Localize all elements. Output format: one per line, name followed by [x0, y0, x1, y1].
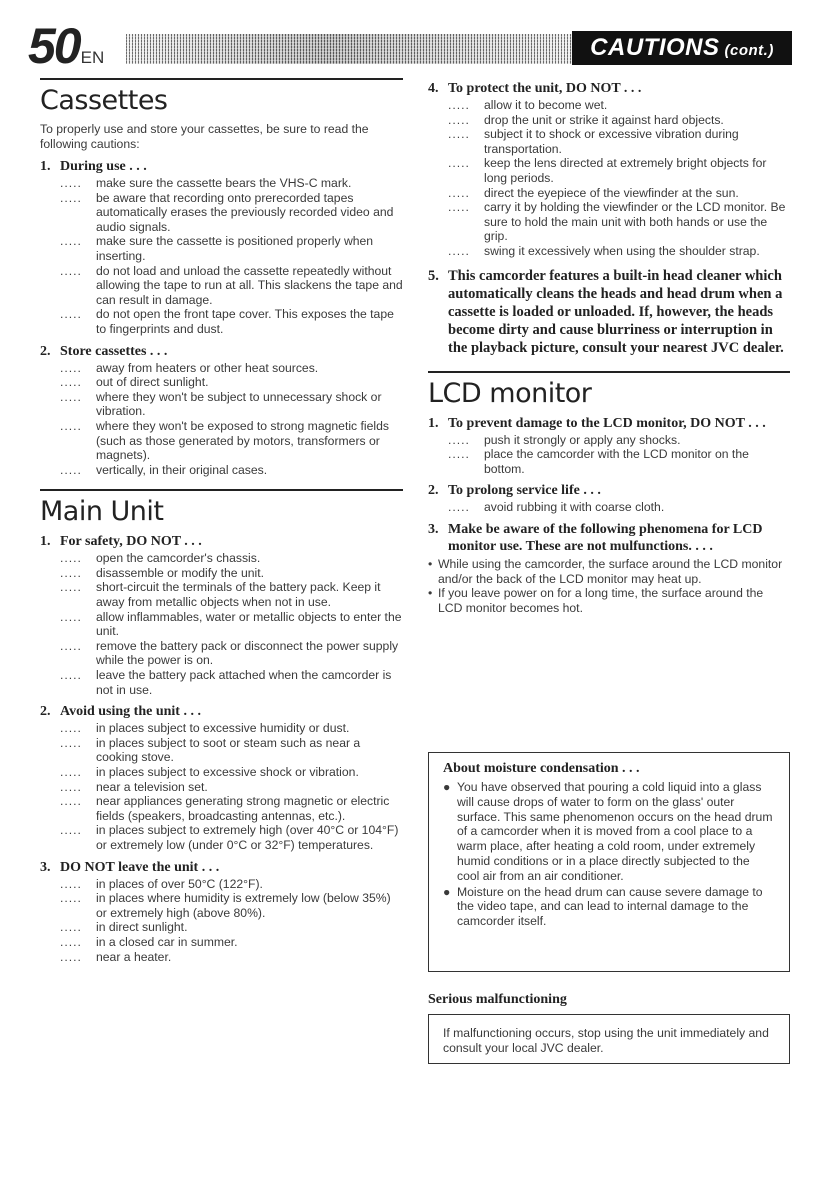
dot-leader: ..... [60, 794, 82, 809]
lcd-bullet-text: While using the camcorder, the surface around the LCD monitor and/or the back of the LCD monitor may heat up. [438, 556, 783, 586]
dot-leader: ..... [60, 876, 82, 891]
serious-malfunction-text: If malfunctioning occurs, stop using the unit immediately and consult your local JVC dealer. [443, 1026, 769, 1055]
page-number [28, 20, 104, 84]
caution-item [60, 375, 403, 390]
caution-item-text: drop the unit or strike it against hard objects. [484, 112, 724, 127]
group-number: 2. [40, 704, 51, 720]
dot-leader: ..... [60, 823, 82, 838]
bullet: • [428, 556, 433, 571]
caution-item-text: out of direct sunlight. [96, 375, 209, 390]
dot-leader: ..... [60, 360, 82, 375]
caution-item-text: allow inflammables, water or metallic objects to enter the unit. [96, 609, 402, 639]
moisture-bullet-text: You have observed that pouring a cold liquid into a glass will cause drops of water to form on the glass' outer surface. This same phenomenon occurs on the head drum of a camcorder when it is moved from a cool place to a warm place, after heating a cold room, under extremely humid conditions or in a place directly subjected to the cool air from an air conditioner. [457, 780, 773, 883]
right-column [428, 74, 790, 615]
caution-item [448, 200, 790, 244]
caution-item [448, 500, 790, 515]
language-suffix: EN [80, 48, 105, 67]
caution-list [428, 98, 790, 259]
caution-item-text: in places of over 50°C (122°F). [96, 876, 263, 891]
caution-list [40, 176, 403, 337]
group-title-text: During use . . . [60, 159, 147, 174]
cassettes-intro: To properly use and store your cassettes, be sure to read the following cautions: [40, 122, 369, 151]
caution-item-text: in places subject to extremely high (over 40°C or 104°F) or extremely low (under 0°C or 32°F) temperatures. [96, 823, 399, 852]
serious-malfunction-title: Serious malfunctioning [428, 992, 567, 1007]
note-number: 5. [428, 267, 439, 284]
dot-leader: ..... [60, 609, 82, 624]
dot-leader: ..... [448, 432, 470, 447]
moisture-bullet-item [443, 780, 775, 884]
caution-item-text: leave the battery pack attached when the camcorder is not in use. [96, 668, 392, 697]
lcd-bullet-item [428, 586, 790, 615]
group-number: 2. [428, 483, 439, 499]
bullet: ● [443, 780, 451, 794]
page-number-digits: 50 [28, 18, 80, 74]
caution-item [60, 580, 403, 609]
left-column [40, 78, 403, 964]
dot-leader: ..... [60, 934, 82, 949]
dot-leader: ..... [60, 638, 82, 653]
dot-leader: ..... [60, 765, 82, 779]
caution-list [40, 551, 403, 697]
caution-item-text: remove the battery pack or disconnect the power supply while the power is on. [96, 638, 399, 668]
caution-item [60, 419, 403, 463]
group-number: 1. [428, 415, 439, 431]
dot-leader: ..... [60, 721, 82, 736]
caution-item [448, 98, 790, 113]
dot-leader: ..... [448, 200, 470, 215]
caution-item-text: vertically, in their original cases. [96, 462, 268, 477]
group-number: 1. [40, 534, 51, 550]
dot-leader: ..... [60, 891, 82, 906]
caution-item-text: do not load and unload the cassette repeatedly without allowing the tape to run at all. This slackens the tape and can result in damage. [96, 263, 403, 307]
caution-item-text: near a heater. [96, 949, 172, 964]
caution-item [448, 433, 790, 448]
banner-suffix: (cont.) [724, 42, 774, 59]
caution-item [60, 765, 403, 780]
caution-item-text: swing it excessively when using the shoulder strap. [484, 243, 760, 258]
bullet: ● [443, 884, 451, 899]
lcd-phenomena-title [428, 521, 790, 555]
caution-item [60, 361, 403, 376]
dot-leader: ..... [448, 112, 470, 127]
caution-item-text: where they won't be exposed to strong magnetic fields (such as those generated by motors, transformers or magnets). [96, 418, 389, 463]
dot-leader: ..... [60, 307, 82, 322]
group-number: 3. [40, 859, 51, 875]
dot-leader: ..... [448, 98, 470, 112]
caution-item-text: make sure the cassette bears the VHS-C mark. [96, 176, 352, 190]
caution-item [448, 447, 790, 476]
caution-item [60, 264, 403, 308]
head-cleaner-note [428, 267, 790, 357]
dot-leader: ..... [60, 234, 82, 249]
caution-item [60, 823, 403, 852]
section-rule [428, 371, 790, 373]
caution-item-text: disassemble or modify the unit. [96, 565, 264, 580]
group-title-text: To prevent damage to the LCD monitor, DO NOT . . . [448, 415, 766, 431]
caution-item-text: carry it by holding the viewfinder or the LCD monitor. Be sure to hold the main unit with both hands or use the grip. [484, 200, 786, 244]
dot-leader: ..... [60, 735, 82, 750]
caution-item [60, 935, 403, 950]
caution-item [60, 877, 403, 892]
section-rule [40, 489, 403, 491]
caution-item [60, 794, 403, 823]
dot-leader: ..... [60, 551, 82, 566]
caution-item [448, 127, 790, 156]
dot-leader: ..... [448, 243, 470, 258]
dot-leader: ..... [448, 127, 470, 142]
group-title-text: To protect the unit, DO NOT . . . [448, 81, 642, 96]
cassettes-groups [40, 158, 403, 477]
dot-leader: ..... [60, 263, 82, 278]
decorative-stripe-bar [126, 34, 576, 64]
moisture-bullet-text: Moisture on the head drum can cause severe damage to the video tape, and can lead to internal damage to the camcorder itself. [457, 884, 763, 929]
caution-item-text: in direct sunlight. [96, 920, 188, 935]
caution-item [60, 176, 403, 191]
caution-item-text: in places where humidity is extremely low (below 35%) or extremely high (above 80%). [96, 891, 391, 920]
caution-group-title [40, 158, 403, 175]
group-title-text: Avoid using the unit . . . [60, 704, 201, 720]
dot-leader: ..... [60, 375, 82, 390]
serious-malfunction-box [428, 1014, 790, 1064]
caution-item-text: direct the eyepiece of the viewfinder at the sun. [484, 185, 739, 200]
caution-list [40, 721, 403, 852]
group-number: 2. [40, 343, 51, 359]
caution-list [428, 433, 790, 477]
caution-item [60, 721, 403, 736]
main-unit-heading: Main Unit [40, 496, 164, 528]
caution-group-title [40, 343, 403, 360]
caution-list [428, 500, 790, 515]
caution-item-text: make sure the cassette is positioned properly when inserting. [96, 234, 374, 263]
section-rule [40, 78, 403, 80]
caution-item [60, 736, 403, 765]
dot-leader: ..... [60, 462, 82, 477]
moisture-list [443, 780, 775, 929]
caution-item [60, 307, 403, 336]
dot-leader: ..... [60, 668, 82, 683]
caution-item-text: in places subject to soot or steam such as near a cooking stove. [96, 735, 361, 765]
caution-item-text: push it strongly or apply any shocks. [484, 432, 681, 447]
caution-group-title [40, 703, 403, 720]
lcd-phenomena-list [428, 557, 790, 615]
dot-leader: ..... [448, 156, 470, 171]
caution-group-title [40, 859, 403, 876]
bullet: • [428, 586, 433, 601]
head-cleaner-text: This camcorder features a built-in head cleaner which automatically cleans the heads and head drum when a cassette is loaded or unloaded. If, however, the heads become dirty and cause blurriness or interruption in the playback picture, consult your nearest JVC dealer. [448, 267, 784, 356]
dot-leader: ..... [448, 185, 470, 200]
caution-list [40, 877, 403, 965]
group-title-text: To prolong service life . . . [448, 483, 601, 499]
caution-item [60, 668, 403, 697]
dot-leader: ..... [60, 920, 82, 935]
caution-item [448, 156, 790, 185]
dot-leader: ..... [60, 580, 82, 595]
moisture-title: About moisture condensation . . . [443, 761, 640, 776]
caution-item-text: near a television set. [96, 779, 208, 794]
lcd-bullet-item [428, 557, 790, 586]
dot-leader: ..... [60, 418, 82, 433]
caution-list [40, 361, 403, 478]
caution-item-text: in a closed car in summer. [96, 934, 238, 949]
moisture-bullet-item [443, 885, 775, 929]
lcd-bullet-text: If you leave power on for a long time, the surface around the LCD monitor becomes hot. [438, 586, 764, 615]
caution-item-text: away from heaters or other heat sources. [96, 360, 319, 375]
group-number: 4. [428, 81, 439, 96]
caution-item [60, 390, 403, 419]
caution-item-text: where they won't be subject to unnecessary shock or vibration. [96, 389, 382, 419]
caution-item [60, 463, 403, 478]
caution-item [60, 551, 403, 566]
caution-item [60, 780, 403, 795]
caution-item-text: keep the lens directed at extremely bright objects for long periods. [484, 156, 767, 185]
protect-unit-groups [428, 80, 790, 259]
group-title-text: DO NOT leave the unit . . . [60, 859, 220, 875]
caution-item [448, 113, 790, 128]
page-header [28, 18, 792, 74]
caution-item [60, 191, 403, 235]
moisture-condensation-box [428, 752, 790, 972]
caution-item-text: allow it to become wet. [484, 98, 608, 112]
caution-group-title [428, 80, 790, 97]
dot-leader: ..... [448, 447, 470, 462]
group-number: 3. [428, 521, 439, 537]
cautions-banner [572, 31, 792, 65]
caution-item [60, 610, 403, 639]
caution-item-text: in places subject to excessive humidity or dust. [96, 721, 350, 736]
caution-group-title [428, 415, 790, 432]
dot-leader: ..... [60, 190, 82, 205]
lcd-groups [428, 415, 790, 515]
caution-item [60, 639, 403, 668]
caution-item [60, 891, 403, 920]
caution-item-text: place the camcorder with the LCD monitor on the bottom. [484, 447, 749, 476]
caution-item [448, 186, 790, 201]
caution-item-text: be aware that recording onto prerecorded tapes automatically erases the previously recorded video and audio signals. [96, 190, 394, 234]
group-title-text: For safety, DO NOT . . . [60, 534, 202, 550]
caution-item-text: short-circuit the terminals of the battery pack. Keep it away from metallic objects when not in use. [96, 580, 381, 610]
caution-item-text: subject it to shock or excessive vibration during transportation. [484, 127, 739, 156]
caution-item-text: open the camcorder's chassis. [96, 551, 261, 566]
group-number: 1. [40, 159, 51, 174]
group-title-text: Store cassettes . . . [60, 343, 168, 359]
caution-item-text: avoid rubbing it with coarse cloth. [484, 500, 665, 515]
caution-item [60, 234, 403, 263]
dot-leader: ..... [448, 500, 470, 515]
banner-title: CAUTIONS [590, 34, 720, 61]
group-title: Make be aware of the following phenomena for LCD monitor use. These are not mulfunctions. . . . [448, 521, 763, 554]
caution-item-text: near appliances generating strong magnetic or electric fields (speakers, broadcasting antennas, etc.). [96, 794, 390, 823]
caution-item-text: do not open the front tape cover. This exposes the tape to fingerprints and dust. [96, 307, 394, 336]
cassettes-heading: Cassettes [40, 85, 168, 116]
lcd-heading: LCD monitor [428, 377, 592, 409]
main-unit-groups [40, 533, 403, 964]
dot-leader: ..... [60, 565, 82, 580]
dot-leader: ..... [60, 779, 82, 794]
dot-leader: ..... [60, 176, 82, 190]
caution-item [60, 920, 403, 935]
caution-item [60, 950, 403, 965]
caution-group-title [40, 533, 403, 550]
caution-item-text: in places subject to excessive shock or vibration. [96, 765, 359, 779]
caution-item [60, 566, 403, 581]
dot-leader: ..... [60, 389, 82, 404]
caution-item [448, 244, 790, 259]
caution-group-title [428, 482, 790, 499]
dot-leader: ..... [60, 949, 82, 964]
